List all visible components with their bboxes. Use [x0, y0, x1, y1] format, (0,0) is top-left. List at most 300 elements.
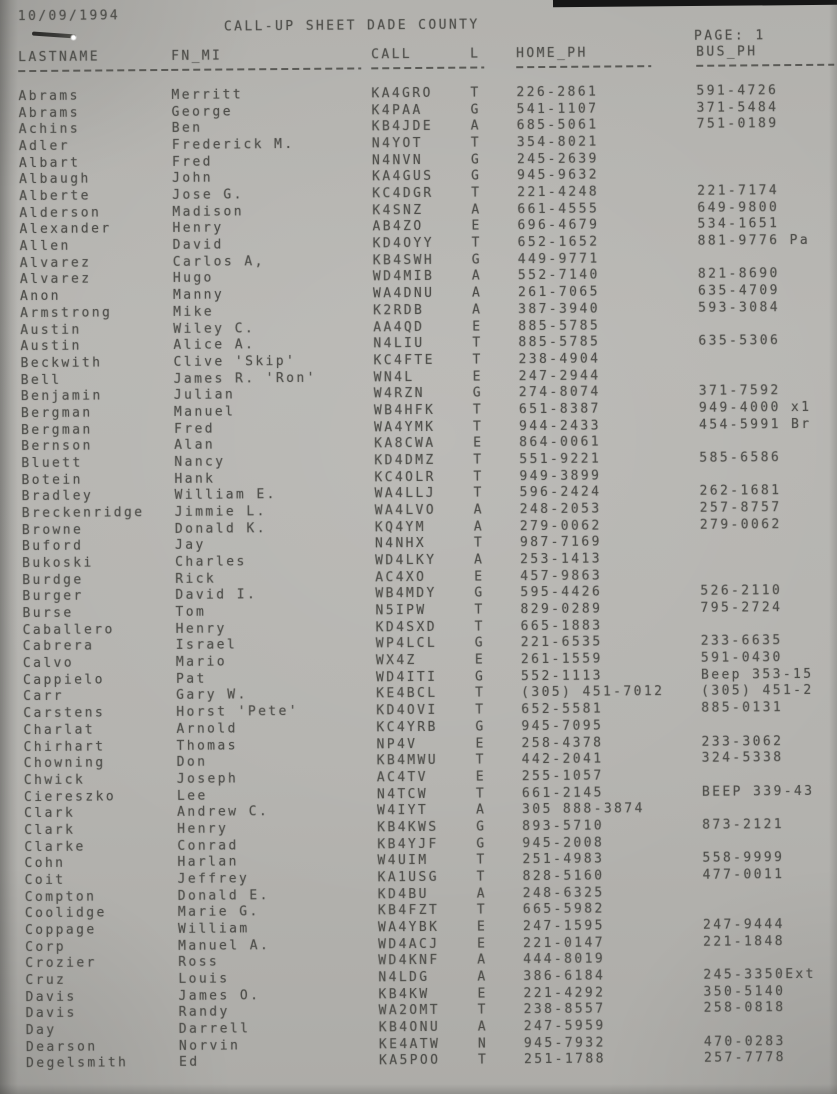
- cell-home_ph: 696-4679: [517, 218, 600, 234]
- cell-l: E: [475, 769, 487, 785]
- cell-l: G: [470, 152, 482, 168]
- cell-l: G: [474, 635, 486, 651]
- cell-l: G: [471, 168, 482, 184]
- cell-l: T: [471, 185, 482, 201]
- cell-call: WN4L: [373, 369, 415, 385]
- scan-shadow-bottom: [0, 1084, 837, 1094]
- cell-fn_mi: Hugo: [172, 271, 214, 287]
- cell-call: KD4OYY: [372, 235, 435, 252]
- cell-bus_ph: 350-5140: [703, 983, 786, 1000]
- cell-home_ph: 221-0147: [523, 935, 606, 951]
- cell-call: KC4OLR: [374, 469, 436, 485]
- cell-call: WB4MDY: [375, 586, 437, 602]
- cell-call: N4NHX: [374, 536, 427, 552]
- cell-home_ph: 652-1652: [517, 234, 600, 251]
- cell-home_ph: 944-2433: [518, 418, 601, 434]
- cell-call: AC4XO: [375, 569, 427, 586]
- cell-fn_mi: Madison: [172, 204, 245, 220]
- header-underline: [516, 65, 651, 68]
- column-header-home-ph: HOME_PH: [516, 45, 588, 62]
- cell-fn_mi: Tom: [175, 604, 207, 620]
- cell-fn_mi: David I.: [175, 587, 258, 604]
- cell-lastname: Albaugh: [19, 171, 91, 188]
- cell-l: G: [476, 819, 487, 835]
- cell-home_ph: 238-4904: [518, 351, 601, 368]
- cell-call: WD4KNF: [378, 953, 440, 969]
- cell-fn_mi: Mike: [173, 304, 215, 320]
- cell-home_ph: 238-8557: [523, 1001, 606, 1018]
- cell-lastname: Alvarez: [19, 255, 92, 271]
- cell-lastname: Dearson: [25, 1039, 98, 1055]
- cell-l: A: [476, 802, 487, 818]
- cell-bus_ph: 221-7174: [697, 183, 780, 199]
- cell-fn_mi: Manuel A.: [178, 937, 271, 954]
- cell-bus_ph: 751-0189: [696, 116, 779, 133]
- cell-l: A: [471, 268, 483, 285]
- cell-fn_mi: Thomas: [176, 737, 238, 754]
- cell-bus_ph: 470-0283: [703, 1033, 786, 1050]
- cell-lastname: Compton: [24, 889, 97, 905]
- cell-home_ph: 253-1413: [520, 551, 602, 568]
- cell-lastname: Abrams: [18, 105, 81, 121]
- cell-l: A: [471, 285, 483, 301]
- cell-fn_mi: Wiley C.: [173, 320, 256, 337]
- table-body: [0, 83, 836, 1072]
- cell-call: KC4FTE: [373, 352, 435, 369]
- cell-call: N4LDG: [378, 969, 430, 986]
- cell-bus_ph: 585-6586: [699, 450, 782, 466]
- cell-fn_mi: Andrew C.: [177, 804, 270, 821]
- cell-home_ph: 279-0062: [519, 518, 602, 534]
- cell-fn_mi: Horst 'Pete': [176, 704, 300, 721]
- cell-fn_mi: Charles: [175, 554, 247, 570]
- header-underline: [18, 69, 168, 72]
- cell-lastname: Albart: [18, 155, 81, 171]
- header-underline: [371, 67, 466, 70]
- cell-lastname: Bell: [20, 372, 62, 388]
- cell-call: WD4ITI: [375, 669, 438, 686]
- cell-bus_ph: 257-7778: [703, 1050, 786, 1067]
- cell-call: KB4YJF: [377, 836, 439, 852]
- cell-home_ph: 261-1559: [520, 651, 603, 668]
- cell-bus_ph: 591-4726: [696, 83, 779, 99]
- cell-l: T: [472, 352, 483, 368]
- cell-l: G: [472, 385, 484, 401]
- cell-home_ph: 247-1595: [522, 918, 605, 935]
- cell-l: A: [477, 969, 488, 985]
- cell-fn_mi: Manuel: [173, 404, 236, 420]
- cell-fn_mi: James O.: [178, 987, 261, 1004]
- cell-lastname: Bergman: [21, 422, 93, 438]
- column-header-fn-mi: FN_MI: [171, 48, 223, 64]
- cell-call: KQ4YM: [374, 519, 427, 536]
- cell-l: T: [476, 902, 488, 918]
- cell-call: WX4Z: [375, 653, 417, 669]
- cell-home_ph: (305) 451-7012: [521, 684, 665, 701]
- cell-fn_mi: William E.: [174, 487, 277, 504]
- cell-call: KE4BCL: [376, 686, 438, 702]
- cell-fn_mi: Ed: [178, 1055, 200, 1071]
- cell-call: WD4MIB: [372, 269, 435, 285]
- cell-call: WB4HFK: [373, 402, 436, 419]
- cell-fn_mi: Jay: [174, 538, 206, 554]
- cell-l: A: [477, 952, 488, 968]
- cell-l: G: [475, 719, 486, 735]
- cell-call: KB4JDE: [371, 119, 434, 135]
- cell-bus_ph: 247-9444: [702, 917, 785, 933]
- cell-fn_mi: Ben: [171, 121, 203, 137]
- cell-home_ph: 685-5061: [516, 117, 599, 134]
- cell-call: N4YOT: [371, 135, 424, 152]
- cell-home_ph: 541-1107: [516, 101, 599, 117]
- cell-lastname: Allen: [19, 238, 71, 255]
- cell-call: AC4TV: [376, 769, 429, 786]
- cell-call: KD4BU: [377, 886, 429, 902]
- cell-l: A: [474, 552, 485, 568]
- cell-fn_mi: Harlan: [177, 854, 239, 871]
- cell-fn_mi: Israel: [175, 637, 238, 654]
- cell-fn_mi: Marie G.: [177, 904, 260, 921]
- cell-bus_ph: 221-1848: [703, 933, 785, 950]
- cell-bus_ph: 534-1651: [697, 216, 780, 233]
- cell-home_ph: 864-0061: [519, 434, 602, 451]
- cell-call: K2RDB: [373, 302, 425, 319]
- cell-call: WA4DNU: [372, 286, 435, 302]
- cell-l: T: [472, 335, 483, 351]
- cell-l: A: [470, 118, 481, 134]
- cell-lastname: Chowning: [23, 755, 106, 772]
- cell-lastname: Cabrera: [22, 638, 95, 655]
- cell-bus_ph: 371-5484: [696, 99, 779, 116]
- cell-l: T: [473, 535, 485, 551]
- cell-bus_ph: 526-2110: [700, 583, 783, 600]
- cell-home_ph: 651-8387: [518, 401, 601, 418]
- cell-fn_mi: Alice A.: [173, 337, 256, 354]
- cell-lastname: Achins: [18, 122, 81, 138]
- cell-bus_ph: 649-9800: [697, 199, 780, 216]
- cell-home_ph: 885-5785: [518, 334, 601, 351]
- cell-home_ph: 829-0289: [520, 601, 603, 618]
- cell-l: E: [476, 919, 488, 935]
- cell-fn_mi: Nancy: [174, 454, 226, 470]
- cell-fn_mi: Henry: [175, 621, 227, 637]
- document-title: CALL-UP SHEET DADE COUNTY: [223, 17, 480, 35]
- cell-call: W4IYT: [377, 803, 429, 819]
- cell-fn_mi: Joseph: [176, 771, 239, 787]
- cell-home_ph: 449-9771: [517, 251, 600, 268]
- cell-lastname: Coolidge: [24, 905, 107, 922]
- cell-fn_mi: Rick: [175, 571, 217, 587]
- cell-call: KB4KW: [378, 986, 430, 1003]
- cell-fn_mi: Carlos A,: [172, 253, 265, 270]
- cell-bus_ph: 593-3084: [698, 299, 781, 316]
- cell-lastname: Chwick: [23, 772, 86, 788]
- column-header-lastname: LASTNAME: [18, 49, 101, 66]
- cell-fn_mi: David: [172, 237, 224, 254]
- cell-call: N5IPW: [375, 603, 427, 619]
- cell-home_ph: 221-4292: [523, 985, 606, 1001]
- cell-l: T: [474, 602, 485, 618]
- cell-l: G: [470, 102, 481, 118]
- cell-l: A: [477, 1019, 489, 1035]
- cell-lastname: Burse: [22, 605, 74, 622]
- cell-lastname: Alexander: [19, 221, 112, 238]
- cell-lastname: Burdge: [22, 572, 84, 588]
- cell-l: E: [474, 652, 486, 668]
- cell-call: WA4YMK: [374, 419, 436, 435]
- cell-call: NP4V: [376, 736, 418, 752]
- cell-lastname: Anon: [19, 288, 62, 305]
- cell-fn_mi: Mario: [175, 654, 228, 671]
- cell-call: WP4LCL: [375, 636, 438, 652]
- cell-l: G: [471, 252, 483, 268]
- cell-lastname: Alberte: [19, 188, 91, 205]
- cell-l: A: [472, 302, 483, 318]
- cell-home_ph: 552-1113: [520, 668, 603, 684]
- cell-home_ph: 987-7169: [519, 534, 602, 551]
- cell-lastname: Calvo: [22, 655, 75, 672]
- cell-home_ph: 444-8019: [523, 951, 606, 968]
- cell-call: N4NVN: [371, 152, 424, 169]
- cell-lastname: Breckenridge: [21, 505, 145, 522]
- pen-mark-speck: [70, 34, 77, 41]
- cell-bus_ph: 635-5306: [698, 333, 781, 349]
- cell-lastname: Alvarez: [19, 272, 92, 288]
- cell-home_ph: 442-2041: [521, 751, 604, 768]
- cell-fn_mi: John: [172, 170, 214, 187]
- cell-home_ph: 248-2053: [519, 501, 602, 518]
- cell-fn_mi: Fred: [171, 154, 213, 170]
- document-date: 10/09/1994: [17, 8, 121, 25]
- cell-l: A: [473, 519, 485, 535]
- cell-fn_mi: Lee: [176, 788, 208, 804]
- cell-bus_ph: 324-5338: [701, 750, 784, 766]
- cell-l: T: [473, 485, 484, 501]
- cell-call: WA4YBK: [377, 919, 440, 936]
- cell-l: E: [475, 735, 486, 752]
- cell-lastname: Austin: [20, 322, 82, 338]
- cell-home_ph: 945-7095: [521, 718, 604, 735]
- cell-fn_mi: Randy: [178, 1004, 230, 1021]
- cell-home_ph: 945-7932: [523, 1035, 606, 1051]
- cell-home_ph: 665-5982: [522, 901, 605, 918]
- cell-fn_mi: Hank: [174, 471, 216, 487]
- cell-fn_mi: Julian: [173, 387, 236, 404]
- header-underline: [171, 67, 361, 70]
- cell-home_ph: 652-5581: [521, 701, 604, 718]
- cell-lastname: Bergman: [20, 405, 93, 422]
- cell-lastname: Davis: [25, 1006, 77, 1022]
- cell-call: WA2OMT: [378, 1003, 441, 1019]
- cell-call: WD4LKY: [375, 552, 437, 569]
- cell-call: AB4ZO: [372, 219, 424, 235]
- header-underline: [696, 64, 834, 67]
- cell-home_ph: 274-8074: [518, 384, 601, 401]
- cell-home_ph: 247-2944: [518, 368, 601, 384]
- cell-l: T: [471, 235, 482, 251]
- cell-lastname: Charlat: [23, 722, 96, 738]
- header-underline: [470, 66, 484, 68]
- cell-home_ph: 251-4983: [522, 851, 605, 868]
- cell-fn_mi: Jose G.: [172, 187, 244, 204]
- cell-fn_mi: George: [171, 104, 234, 120]
- cell-l: A: [471, 202, 482, 218]
- cell-lastname: Armstrong: [20, 305, 113, 321]
- cell-l: E: [474, 569, 485, 585]
- cell-l: T: [472, 402, 484, 418]
- cell-l: N: [477, 1036, 489, 1052]
- cell-fn_mi: James R. 'Ron': [173, 370, 317, 387]
- cell-fn_mi: Arnold: [176, 721, 238, 737]
- cell-l: T: [473, 452, 484, 468]
- cell-l: T: [477, 1002, 488, 1018]
- column-header-bus-ph: BUS_PH: [696, 44, 758, 60]
- cell-call: KB4MWU: [376, 753, 439, 769]
- cell-call: KB4SWH: [372, 252, 435, 269]
- cell-bus_ph: 591-0430: [700, 650, 783, 666]
- cell-fn_mi: Henry: [172, 220, 224, 237]
- cell-l: T: [475, 786, 487, 802]
- cell-call: KD4OVI: [376, 703, 438, 719]
- cell-bus_ph: 233-3062: [701, 733, 784, 750]
- cell-bus_ph: Beep 353-15: [700, 666, 814, 683]
- cell-call: KD4DMZ: [374, 452, 436, 469]
- cell-fn_mi: Manny: [172, 287, 225, 304]
- cell-lastname: Bukoski: [22, 555, 94, 572]
- cell-lastname: Bluett: [21, 455, 83, 472]
- cell-l: T: [475, 702, 486, 718]
- cell-fn_mi: Gary W.: [176, 687, 248, 704]
- cell-lastname: Austin: [20, 338, 82, 355]
- cell-bus_ph: 454-5991 Br: [698, 416, 812, 433]
- cell-bus_ph: (305) 451-2: [701, 683, 814, 700]
- cell-bus_ph: 885-0131: [701, 700, 784, 716]
- cell-call: KC4YRB: [376, 719, 438, 736]
- cell-home_ph: 945-2008: [522, 835, 605, 851]
- cell-lastname: Day: [25, 1022, 57, 1039]
- cell-lastname: Cappielo: [22, 672, 105, 688]
- cell-l: E: [472, 369, 483, 385]
- scan-shadow-right: [829, 0, 837, 1094]
- cell-l: T: [475, 752, 486, 768]
- cell-call: AA4QD: [373, 319, 425, 335]
- cell-bus_ph: 558-9999: [702, 850, 785, 867]
- cell-fn_mi: Norvin: [178, 1038, 241, 1054]
- cell-l: T: [470, 85, 481, 101]
- cell-lastname: Cohn: [24, 856, 66, 872]
- cell-l: T: [477, 1052, 489, 1068]
- cell-bus_ph: 873-2121: [702, 817, 785, 833]
- cell-home_ph: 305 888-3874: [522, 801, 645, 818]
- cell-fn_mi: Frederick M.: [171, 136, 295, 153]
- cell-lastname: Botein: [21, 472, 83, 488]
- cell-lastname: Burger: [22, 589, 84, 605]
- cell-lastname: Carr: [23, 689, 65, 705]
- cell-fn_mi: Ross: [178, 954, 220, 971]
- cell-fn_mi: Jimmie L.: [174, 504, 267, 520]
- cell-call: WD4ACJ: [378, 936, 440, 953]
- cell-lastname: Cruz: [25, 972, 67, 989]
- scan-shadow-left: [0, 0, 18, 1094]
- cell-call: KA4GRO: [371, 85, 433, 102]
- cell-home_ph: 945-9632: [517, 167, 599, 184]
- cell-bus_ph: 949-4000 x1: [698, 399, 812, 416]
- cell-fn_mi: Clive 'Skip': [173, 353, 297, 370]
- cell-call: KA8CWA: [374, 436, 436, 452]
- cell-lastname: Benjamin: [20, 388, 103, 405]
- cell-l: E: [472, 319, 483, 335]
- cell-l: T: [473, 469, 484, 485]
- cell-home_ph: 387-3940: [518, 301, 601, 318]
- cell-bus_ph: 279-0062: [699, 516, 782, 533]
- cell-home_ph: 221-6535: [520, 634, 603, 651]
- cell-home_ph: 251-1788: [523, 1051, 606, 1068]
- cell-home_ph: 247-5959: [523, 1018, 606, 1035]
- cell-fn_mi: Merritt: [171, 87, 244, 103]
- cell-call: KB4ONU: [378, 1019, 441, 1036]
- cell-fn_mi: Don: [176, 754, 208, 771]
- cell-lastname: Clarke: [24, 839, 86, 855]
- cell-bus_ph: 821-8690: [697, 266, 780, 283]
- cell-fn_mi: Fred: [174, 421, 216, 437]
- cell-l: T: [476, 852, 487, 868]
- cell-call: KA4GUS: [372, 169, 434, 185]
- cell-home_ph: 221-4248: [517, 184, 600, 201]
- cell-call: KB4KWS: [377, 819, 439, 836]
- cell-l: G: [474, 585, 485, 601]
- cell-bus_ph: 257-8757: [699, 500, 782, 516]
- cell-home_ph: 226-2861: [516, 84, 599, 101]
- cell-fn_mi: Donald E.: [177, 887, 270, 904]
- cell-lastname: Davis: [25, 989, 77, 1005]
- cell-home_ph: 386-6184: [523, 968, 606, 985]
- cell-fn_mi: Donald K.: [174, 520, 267, 537]
- cell-home_ph: 885-5785: [518, 318, 601, 334]
- cell-bus_ph: 233-6635: [700, 633, 783, 650]
- page-number-label: PAGE: 1: [693, 28, 766, 44]
- cell-home_ph: 245-2639: [516, 151, 599, 167]
- cell-call: WA4LVO: [374, 502, 437, 519]
- cell-call: K4SNZ: [372, 202, 424, 219]
- cell-l: G: [476, 836, 487, 852]
- cell-home_ph: 661-2145: [521, 785, 604, 801]
- cell-lastname: Bernson: [21, 438, 93, 455]
- cell-l: A: [473, 502, 485, 518]
- cell-fn_mi: Louis: [178, 971, 230, 987]
- cell-lastname: Browne: [21, 522, 84, 538]
- cell-bus_ph: 795-2724: [700, 600, 783, 616]
- cell-l: G: [474, 669, 486, 685]
- cell-home_ph: 551-9221: [519, 451, 602, 468]
- column-header-l: L: [470, 46, 481, 62]
- cell-lastname: Abrams: [18, 88, 80, 105]
- cell-home_ph: 661-4555: [517, 201, 600, 217]
- cell-l: T: [475, 685, 486, 702]
- cell-fn_mi: Henry: [177, 821, 229, 837]
- cell-lastname: Adler: [18, 138, 71, 155]
- cell-bus_ph: 371-7592: [698, 383, 781, 400]
- cell-lastname: Caballero: [22, 622, 115, 638]
- column-header-call: CALL: [371, 47, 413, 63]
- cell-lastname: Buford: [21, 538, 84, 555]
- cell-call: WA4LLJ: [374, 486, 437, 502]
- cell-bus_ph: BEEP 339-43: [701, 783, 815, 800]
- cell-call: KB4FZT: [377, 903, 440, 919]
- cell-call: K4PAA: [371, 102, 423, 119]
- cell-call: W4RZN: [373, 386, 425, 402]
- cell-lastname: Beckwith: [20, 355, 103, 371]
- cell-bus_ph: 262-1681: [699, 483, 782, 500]
